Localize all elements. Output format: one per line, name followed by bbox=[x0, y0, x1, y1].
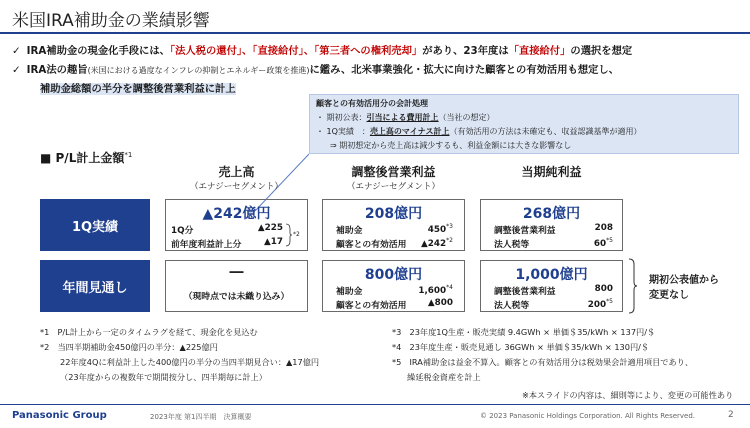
q1-adjusted-op-item-value: 450$^{*3}$ bbox=[427, 223, 453, 235]
q1-adjusted-op-item-label: 補助金 bbox=[336, 226, 363, 236]
fy-net-income-item-label: 法人税等 bbox=[494, 301, 530, 311]
fy-net-income-item-value: 200$^{*5}$ bbox=[587, 298, 613, 310]
brace-icon bbox=[285, 223, 293, 247]
fy-sales-total: ― bbox=[229, 264, 244, 280]
callout-line-q1: ・ 1Q実績 ：売上高のマイナス計上（有効活用の方法は未確定も、収益認識基準が適用） bbox=[316, 127, 642, 136]
q1-sales-item-value: ▲225 bbox=[257, 223, 283, 233]
fy-adjusted-op-item-value: ▲800 bbox=[427, 298, 453, 308]
q1-sales-item-label: 1Q分 bbox=[171, 226, 194, 236]
fy-net-income-item-value: 800 bbox=[594, 284, 613, 294]
footer-copyright: © 2023 Panasonic Holdings Corporation. All Rights Reserved. bbox=[480, 412, 696, 420]
bullet-text: IRA補助金の現金化手段には、 bbox=[26, 45, 170, 57]
q1-adjusted-op-item-value: ▲242$^{*2}$ bbox=[421, 237, 453, 249]
footnote-3: *3 23年度1Q生産・販売実績 9.4GWh × 単価＄35/kWh × 137円/＄ bbox=[392, 327, 656, 337]
bullet-text-highlight: 「法人税の還付」、「直接給付」、「第三者への権利売却」 bbox=[169, 45, 423, 57]
q1-net-income-item-value: 208 bbox=[594, 223, 613, 233]
fy-adjusted-op-total: 800億円 bbox=[364, 267, 423, 283]
footnote-5-detail: 繰延税金資産を計上 bbox=[407, 372, 481, 382]
bracket-icon bbox=[628, 258, 638, 314]
page-title: 米国IRA補助金の業績影響 bbox=[12, 11, 210, 31]
column-subheader-sales: （エナジーセグメント） bbox=[189, 182, 284, 192]
bullet-text-highlight: 「直接給付」 bbox=[508, 45, 571, 57]
footer-divider bbox=[0, 404, 750, 405]
page-number: 2 bbox=[728, 410, 734, 420]
fy-sales-note: （現時点では未織り込み） bbox=[183, 292, 290, 302]
check-icon: ✓ bbox=[12, 64, 21, 76]
check-icon: ✓ bbox=[12, 45, 21, 57]
column-header-net-income: 当期純利益 bbox=[521, 165, 582, 179]
footnote-2-detail: 22年度4Qに利益計上した400億円の半分の当四半期見合い：▲17億円 bbox=[60, 357, 320, 367]
q1-adjusted-op-total: 208億円 bbox=[364, 206, 423, 222]
callout-line-initial: ・ 期初公表：引当による費用計上（当社の想定） bbox=[316, 113, 495, 122]
q1-sales-total: ▲242億円 bbox=[202, 206, 271, 222]
footnote-2-detail: （23年度からの複数年で期間按分し、四半期毎に計上） bbox=[60, 372, 267, 382]
q1-sales-brace-note: *2 bbox=[293, 231, 300, 238]
row-label-annual-forecast: 年間見通し bbox=[40, 260, 150, 312]
footer-title: 2023年度 第1四半期 決算概要 bbox=[150, 413, 252, 421]
callout-heading: 顧客との有効活用分の会計処理 bbox=[316, 99, 428, 108]
fy-side-note: 変更なし bbox=[649, 290, 689, 301]
bullet-text: があり、23年度は bbox=[422, 45, 509, 57]
footnote-4: *4 23年度生産・販売見通し 36GWh × 単価＄35/kWh × 130円/＄ bbox=[392, 342, 650, 352]
row-label-q1-actual: 1Q実績 bbox=[40, 199, 150, 251]
bullet-text-highlighted: 補助金総額の半分を調整後営業利益に計上 bbox=[40, 83, 236, 95]
disclaimer: ※本スライドの内容は、細則等により、変更の可能性あり bbox=[522, 390, 734, 400]
callout-line-conclusion: ⇒ 期初想定から売上高は減少するも、利益金額には大きな影響なし bbox=[330, 141, 572, 150]
bullet-text: に鑑み、北米事業強化・拡大に向けた顧客との有効活用も想定し、 bbox=[309, 64, 620, 76]
footnote-5: *5 IRA補助金は益金不算入。顧客との有効活用分は税効果会計適用項目であり、 bbox=[392, 357, 694, 367]
fy-adjusted-op-item-value: 1,600$^{*4}$ bbox=[418, 284, 453, 296]
fy-adjusted-op-item-label: 補助金 bbox=[336, 287, 363, 297]
panasonic-group-logo: Panasonic Group bbox=[12, 410, 107, 421]
bullet-text-small: (米国における過度なインフレの抑制とエネルギー政策を推進) bbox=[87, 66, 310, 75]
column-header-sales: 売上高 bbox=[218, 165, 255, 179]
column-subheader-adjusted-op: （エナジーセグメント） bbox=[346, 182, 441, 192]
column-header-adjusted-op: 調整後営業利益 bbox=[351, 165, 436, 179]
footnote-1: *1 P/L計上から一定のタイムラグを経て、現金化を見込む bbox=[40, 327, 258, 337]
q1-adjusted-op-item-label: 顧客との有効活用 bbox=[336, 240, 407, 250]
section-pl-amount: ■ P/L計上金額$^{*1}$ bbox=[40, 151, 133, 165]
q1-sales-item-label: 前年度利益計上分 bbox=[171, 240, 242, 250]
footnote-2: *2 当四半期補助金450億円の半分：▲225億円 bbox=[40, 342, 218, 352]
fy-side-note: 期初公表値から bbox=[649, 275, 719, 286]
q1-net-income-item-value: 60$^{*5}$ bbox=[593, 237, 613, 249]
q1-sales-item-value: ▲17 bbox=[263, 237, 283, 247]
q1-net-income-total: 268億円 bbox=[522, 206, 581, 222]
fy-net-income-item-label: 調整後営業利益 bbox=[494, 287, 556, 297]
bullet-text: の選択を想定 bbox=[570, 45, 633, 57]
bullet-text: IRA法の趣旨 bbox=[26, 64, 88, 76]
q1-net-income-item-label: 調整後営業利益 bbox=[494, 226, 556, 236]
q1-net-income-item-label: 法人税等 bbox=[494, 240, 530, 250]
fy-net-income-total: 1,000億円 bbox=[515, 267, 588, 283]
fy-adjusted-op-item-label: 顧客との有効活用 bbox=[336, 301, 407, 311]
